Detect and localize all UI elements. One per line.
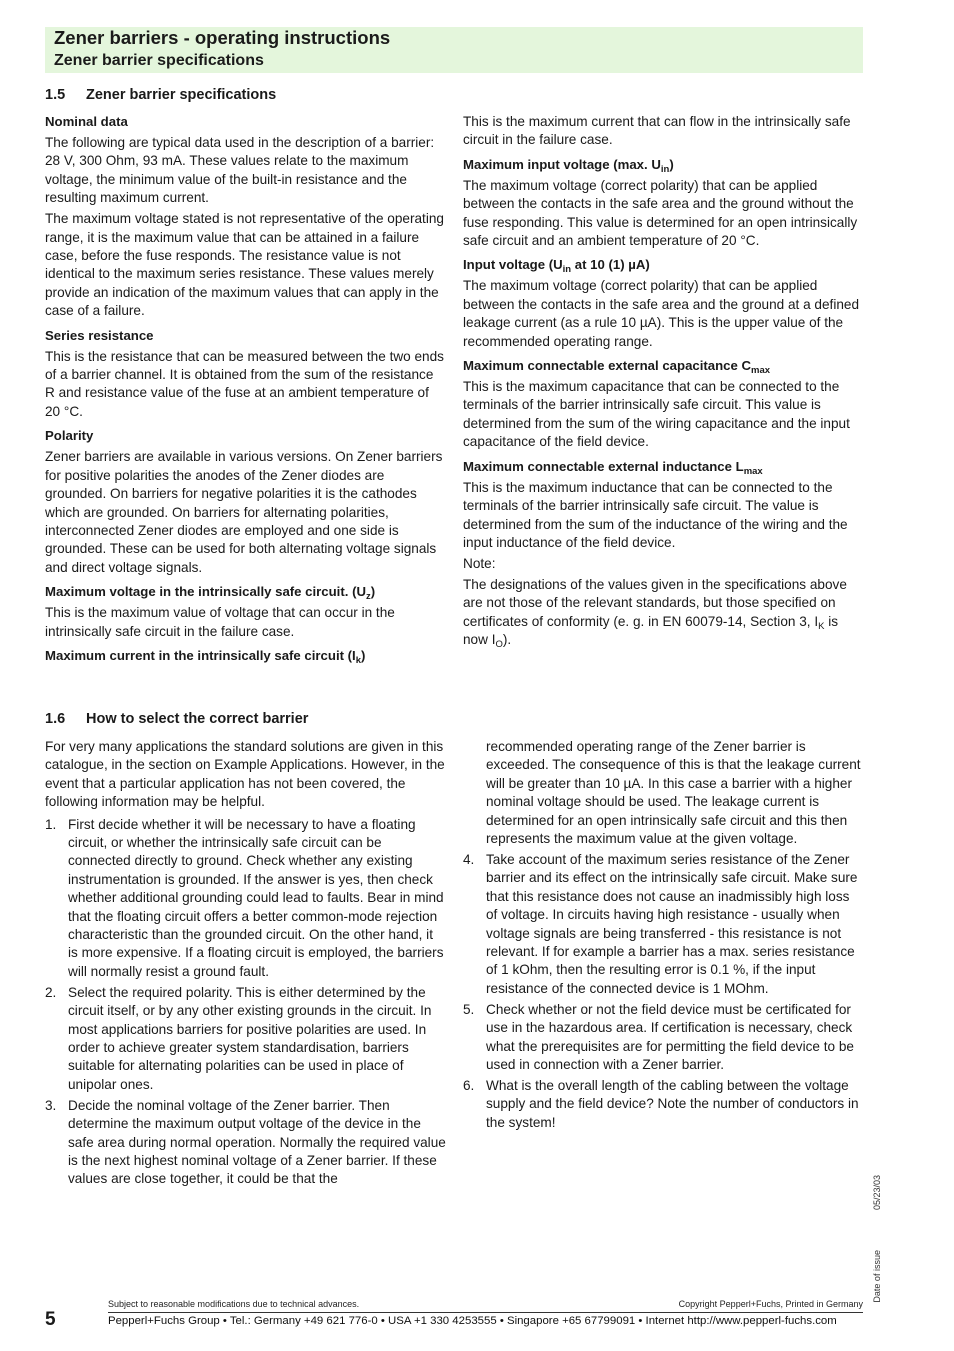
- section-title: How to select the correct barrier: [86, 711, 309, 727]
- note-paragraph: The designations of the values given in the specifications above are not those of the relevant standards, but those specified on certificates of conformity (e. g. in EN 60079-14, Section 3, $I_K$ is now $I_O$).: [463, 576, 847, 651]
- capacitance-paragraph: This is the maximum capacitance that can be connected to the terminals of the barrier intrinsically safe circuit. This value is determined from the sum of the wiring capacitance and the input capacitance of the field device.: [463, 379, 850, 450]
- list-item: 4. Take account of the maximum series resistance of the Zener barrier and its effect on the intrinsically safe circuit. Make sure that this resistance does not cause an inadmissibly high loss of voltage. In circuits having high resistance - usually when voltage signals are being transferred - this resistance is not relevant. If for example a barrier has a max. series resistance of 1 kOhm, then the resulting error is 0.1 %, if the input resistance of the connected device is 1 MOhm.: [463, 851, 858, 996]
- list-item: 6. What is the overall length of the cabling between the voltage supply and the field device? Note the number of conductors in the system!: [463, 1077, 859, 1130]
- section-1-5-right-column: [463, 113, 863, 652]
- section-number: 1.5: [45, 87, 66, 103]
- max-voltage-paragraph: This is the maximum value of voltage that can occur in the intrinsically safe circuit in the failure case.: [45, 605, 395, 639]
- note-label: Note:: [463, 555, 496, 571]
- section-1-6-left-column: [45, 738, 446, 1191]
- section-1-5-heading: [45, 87, 276, 103]
- nominal-data-values: 28 V, 300 Ohm, 93 mA. These values relate to the maximum voltage, the minimum value of the built-in resistance and the resulting maximum current.: [45, 153, 409, 206]
- inductance-paragraph: This is the maximum inductance that can be connected to the terminals of the barrier intrinsically safe circuit. The value is determined from the sum of the inductance of the wiring and the input inductance of the field device.: [463, 479, 848, 550]
- input-voltage-heading: Input voltage ($U_{in}$ at 10 (1) µA): [463, 257, 650, 276]
- date-of-issue: [872, 1175, 882, 1303]
- list-item: 3. Decide the nominal voltage of the Zener barrier. Then determine the maximum output voltage of the device in the safe area during normal operation. Normally the required value is the next highest nominal voltage of a Zener barrier. If these values are close together, it could be that the: [45, 1097, 446, 1187]
- max-voltage-heading: Maximum voltage in the intrinsically safe circuit. $(U_z)$: [45, 584, 376, 603]
- list-item: 1. First decide whether it will be necessary to have a floating circuit, or whether the intrinsically safe circuit can be connected directly to ground. Check whether any existing instrumentation is grounded. If the answer is yes, then check whether additional grounding could lead to faults. Bear in mind that the floating circuit offers a better common-mode rejection characteristic than the grounded circuit. On the other hand, it is more expensive. If a floating circuit is employed, the barriers will normally resist a ground fault.: [45, 816, 444, 979]
- nominal-data-heading: Nominal data: [45, 114, 128, 129]
- list-item: 5. Check whether or not the field device must be certificated for use in the hazardous area. If certification is necessary, check what the prerequisites are for permitting the field device to be used in connection with a Zener barrier.: [463, 1001, 854, 1072]
- max-current-paragraph: This is the maximum current that can flow in the intrinsically safe circuit in the failure case.: [463, 114, 851, 148]
- max-input-voltage-paragraph: The maximum voltage (correct polarity) that can be applied between the contacts in the safe area and the ground without the fuse responding. This value is determined for an open intrinsically safe circuit and an ambient temperature of 20 °C.: [463, 177, 858, 249]
- section-title: Zener barrier specifications: [86, 87, 277, 103]
- page-number: 5: [45, 1309, 56, 1330]
- section-1-6-right-column: [463, 738, 863, 1135]
- footer-modifications-note: Subject to reasonable modifications due to technical advances.: [108, 1299, 360, 1309]
- date-of-issue-value: 05/23/03: [872, 1175, 882, 1211]
- list-item-3-continued: recommended operating range of the Zener barrier is exceeded. The consequence of this is that the leakage current will be greater than 10 µA. In this case a barrier with a higher nominal voltage should be used. The leakage current is determined for an open intrinsically safe circuit and this then represents the maximum value at the given voltage.: [486, 739, 861, 847]
- section-1-6-heading: [45, 711, 308, 727]
- input-voltage-paragraph: The maximum voltage (correct polarity) that can be applied between the contacts in the safe area and the ground at a defined leakage current (as a rule 10 µA). This is the upper value of the recommended operating range.: [463, 278, 860, 349]
- series-resistance-paragraph: This is the resistance that can be measured between the two ends of a barrier channel. It is obtained from the sum of the resistance R and resistance value of the fuse at an ambient temperature of 20 °C.: [45, 348, 444, 419]
- polarity-paragraph: Zener barriers are available in various versions. On Zener barriers for positive polarities the anodes of the Zener diodes are grounded. On barriers for negative polarities it is the cathodes which are grounded. On barriers for alternating polarities, interconnected Zener diodes are employed and one side is grounded. These can be used for both alternating voltage signals and direct voltage signals.: [45, 449, 443, 575]
- nominal-data-paragraph: The following are typical data used in the description of a barrier:: [45, 135, 435, 150]
- selection-intro: For very many applications the standard solutions are given in this catalogue, in the section on Example Applications. However, in the event that a particular application has not been covered, the following information may be helpful.: [45, 739, 445, 810]
- section-number: 1.6: [45, 711, 66, 727]
- max-current-heading: Maximum current in the intrinsically safe circuit $(I_k)$: [45, 647, 366, 666]
- header-band: [45, 27, 863, 73]
- page-title: Zener barriers - operating instructions: [54, 27, 391, 48]
- polarity-heading: Polarity: [45, 428, 94, 444]
- selection-steps-list: [45, 816, 446, 1189]
- selection-steps-list-continued: [463, 851, 863, 1132]
- date-of-issue-label: Date of issue: [872, 1250, 882, 1303]
- list-item: 2. Select the required polarity. This is either determined by the circuit itself, or by any other existing grounds in the circuit. In most applications barriers for positive polarities are used. In order to achieve greater system standardisation, barriers suitable for alternating polarities can be used in place of unipolar ones.: [45, 984, 432, 1092]
- capacitance-heading: Maximum connectable external capacitance $C_{max}$: [463, 358, 771, 377]
- series-resistance-heading: Series resistance: [45, 327, 154, 343]
- inductance-heading: Maximum connectable external inductance $L_{max}$: [463, 458, 763, 477]
- footer-contact-line: Pepperl+Fuchs Group • Tel.: Germany +49 621 776-0 • USA +1 330 4253555 • Singapore +65 67799091 • Internet http://www.pepperl-fuchs.com: [108, 1315, 837, 1327]
- nominal-data-paragraph-2: The maximum voltage stated is not representative of the operating range, it is the maximum value that can be attained in a failure case, before the fuse responds. The resistance value is not identical to the maximum series resistance. These values merely provide an indication of the maximum values that can apply in the case of a failure.: [45, 211, 444, 319]
- footer-divider: [108, 1312, 863, 1313]
- max-input-voltage-heading: Maximum input voltage (max. $U_{in}$): [463, 156, 674, 175]
- section-1-5-left-column: [45, 113, 445, 668]
- page-subtitle: Zener barrier specifications: [54, 52, 264, 69]
- footer-copyright: Copyright Pepperl+Fuchs, Printed in Germany: [678, 1299, 863, 1309]
